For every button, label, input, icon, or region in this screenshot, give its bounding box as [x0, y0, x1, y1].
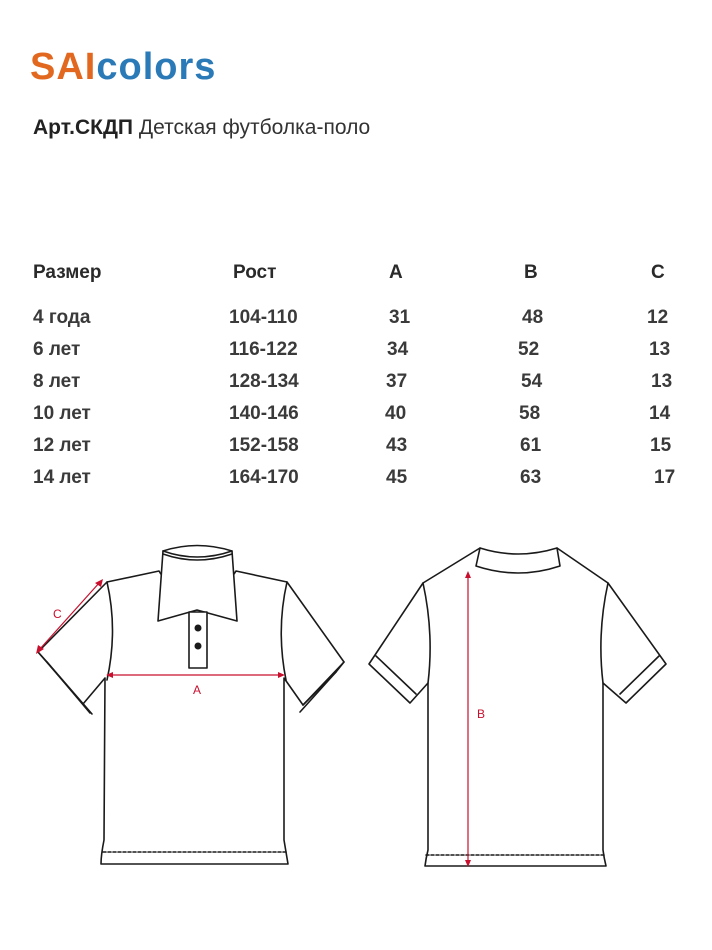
shirt-front-button	[195, 625, 202, 632]
table-cell-size: 6 лет	[33, 339, 81, 360]
table-cell-b: 63	[520, 467, 542, 488]
table-cell-a: 45	[386, 467, 408, 488]
table-cell-height: 140-146	[229, 403, 299, 424]
table-cell-a: 40	[385, 403, 407, 424]
table-cell-a: 31	[389, 307, 411, 328]
table-cell-b: 52	[518, 339, 540, 360]
table-cell-height: 116-122	[229, 339, 298, 360]
table-cell-size: 8 лет	[33, 371, 81, 392]
measure-b-label: B	[477, 707, 486, 721]
shirt-back-body	[369, 548, 666, 866]
table-cell-b: 58	[519, 403, 541, 424]
table-header-height: Рост	[233, 262, 277, 283]
brand-logo-part2: colors	[96, 46, 217, 88]
table-cell-height: 128-134	[229, 371, 299, 392]
shirt-front-collar	[158, 551, 237, 621]
table-header-size: Размер	[33, 262, 102, 283]
brand-logo	[30, 46, 216, 89]
table-cell-c: 14	[649, 403, 671, 424]
table-header-b: B	[524, 262, 538, 283]
table-cell-size: 14 лет	[33, 467, 91, 488]
measure-a-label: A	[193, 683, 202, 697]
shirt-back-diagram	[369, 548, 666, 866]
table-cell-size: 4 года	[33, 307, 91, 328]
product-name: Детская футболка-поло	[138, 116, 371, 139]
table-cell-height: 152-158	[229, 435, 299, 456]
shirt-front-placket	[189, 612, 207, 668]
table-cell-height: 104-110	[229, 307, 298, 328]
table-cell-c: 15	[650, 435, 672, 456]
table-cell-c: 13	[649, 339, 671, 360]
table-cell-b: 54	[521, 371, 543, 392]
table-cell-c: 17	[654, 467, 676, 488]
table-cell-c: 12	[647, 307, 669, 328]
table-cell-height: 164-170	[229, 467, 299, 488]
table-cell-a: 34	[387, 339, 409, 360]
table-header-c: C	[651, 262, 665, 283]
product-title	[33, 116, 370, 140]
table-cell-c: 13	[651, 371, 673, 392]
measure-c-label: C	[53, 607, 62, 621]
table-header-a: A	[389, 262, 403, 283]
table-cell-a: 37	[386, 371, 408, 392]
size-diagram	[0, 520, 712, 900]
table-cell-a: 43	[386, 435, 408, 456]
table-cell-b: 61	[520, 435, 542, 456]
article-code: Арт.СКДП	[33, 116, 134, 139]
shirt-front-diagram	[38, 546, 344, 865]
shirt-front-button	[195, 643, 202, 650]
table-cell-size: 12 лет	[33, 435, 91, 456]
table-cell-size: 10 лет	[33, 403, 91, 424]
brand-logo-part1: SAI	[30, 46, 97, 88]
table-cell-b: 48	[522, 307, 544, 328]
